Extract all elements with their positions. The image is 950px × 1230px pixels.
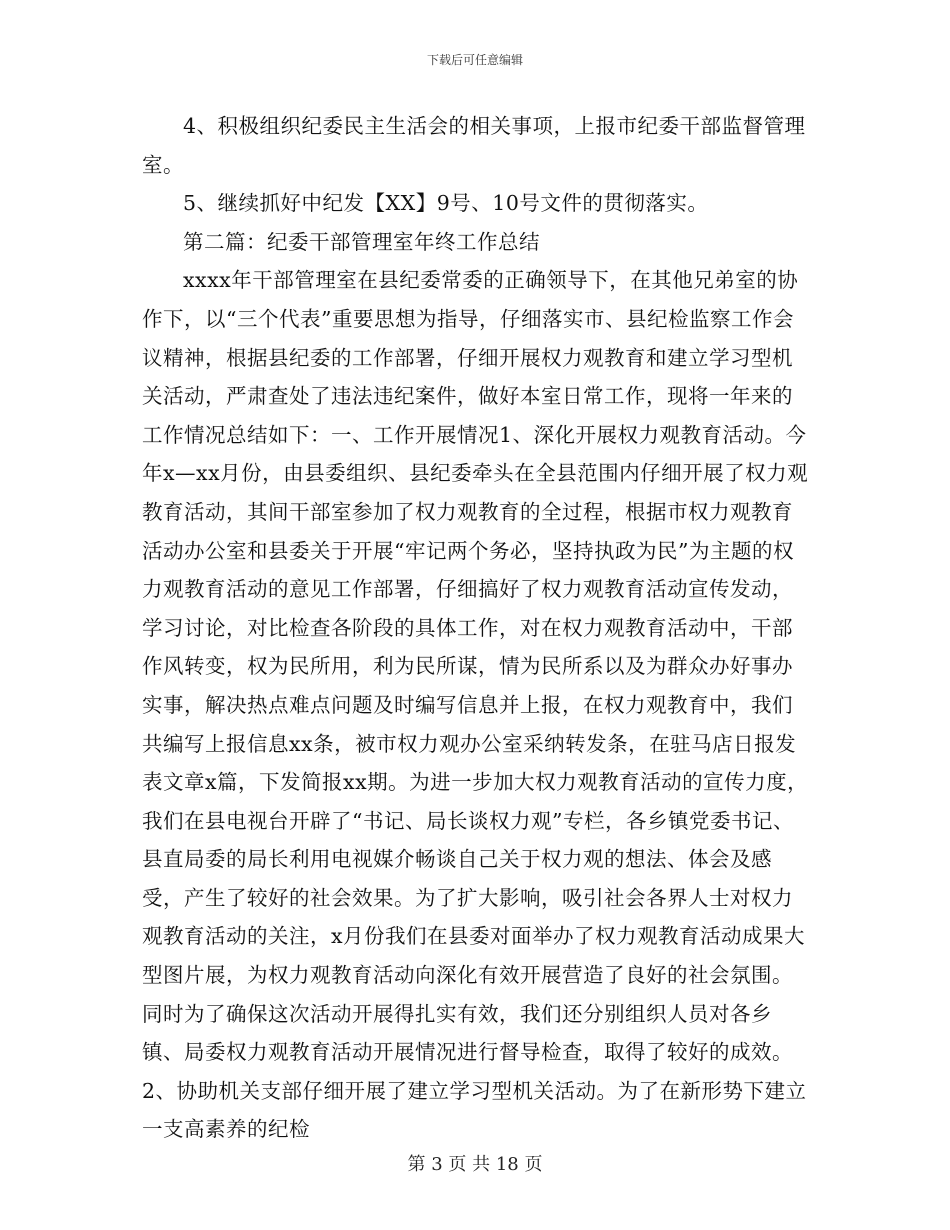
page-header-note: 下载后可任意编辑 [426,53,523,67]
section-heading: 第二篇：纪委干部管理室年终工作总结 [183,229,540,254]
body-paragraph: 5、继续抓好中纪发【XX】9号、10号文件的贯彻落实。 [183,191,709,216]
document-body [142,107,810,1149]
body-paragraph: 4、积极组织纪委民主生活会的相关事项，上报市纪委干部监督管理室。 [142,114,806,177]
body-paragraph: xxxx年干部管理室在县纪委常委的正确领导下，在其他兄弟室的协作下，以“三个代表”重要思想为指导，仔细落实市、县纪检监察工作会议精神，根据县纪委的工作部署，仔细开展权力观教育和建立学习型机关活动，严肃查处了违法违纪案件，做好本室日常工作，现将一年来的工作情况总结如下：一、工作开展情况1、深化开展权力观教育活动。今年x—xx月份，由县委组织、县纪委牵头在全县范围内仔细开展了权力观教育活动，其间干部室参加了权力观教育的全过程，根据市权力观教育活动办公室和县委关于开展“牢记两个务必，坚持执政为民”为主题的权力观教育活动的意见工作部署，仔细搞好了权力观教育活动宣传发动，学习讨论，对比检查各阶段的具体工作，对在权力观教育活动中，干部作风转变，权为民所用，利为民所谋，情为民所系以及为群众办好事办实事，解决热点难点问题及时编写信息并上报，在权力观教育中，我们共编写上报信息xx条，被市权力观办公室采纳转发条，在驻马店日报发表文章x篇，下发简报xx期。为进一步加大权力观教育活动的宣传力度，我们在县电视台开辟了“书记、局长谈权力观”专栏，各乡镇党委书记、县直局委的局长利用电视媒介畅谈自己关于权力观的想法、体会及感受，产生了较好的社会效果。为了扩大影响，吸引社会各界人士对权力观教育活动的关注，x月份我们在县委对面举办了权力观教育活动成果大型图片展，为权力观教育活动向深化有效开展营造了良好的社会氛围。同时为了确保这次活动开展得扎实有效，我们还分别组织人员对各乡镇、局委权力观教育活动开展情况进行督导检查，取得了较好的成效。2、协助机关支部仔细开展了建立学习型机关活动。为了在新形势下建立一支高素养的纪检 [142,268,809,1142]
page-number-footer: 第 3 页 共 18 页 [407,1154,543,1175]
